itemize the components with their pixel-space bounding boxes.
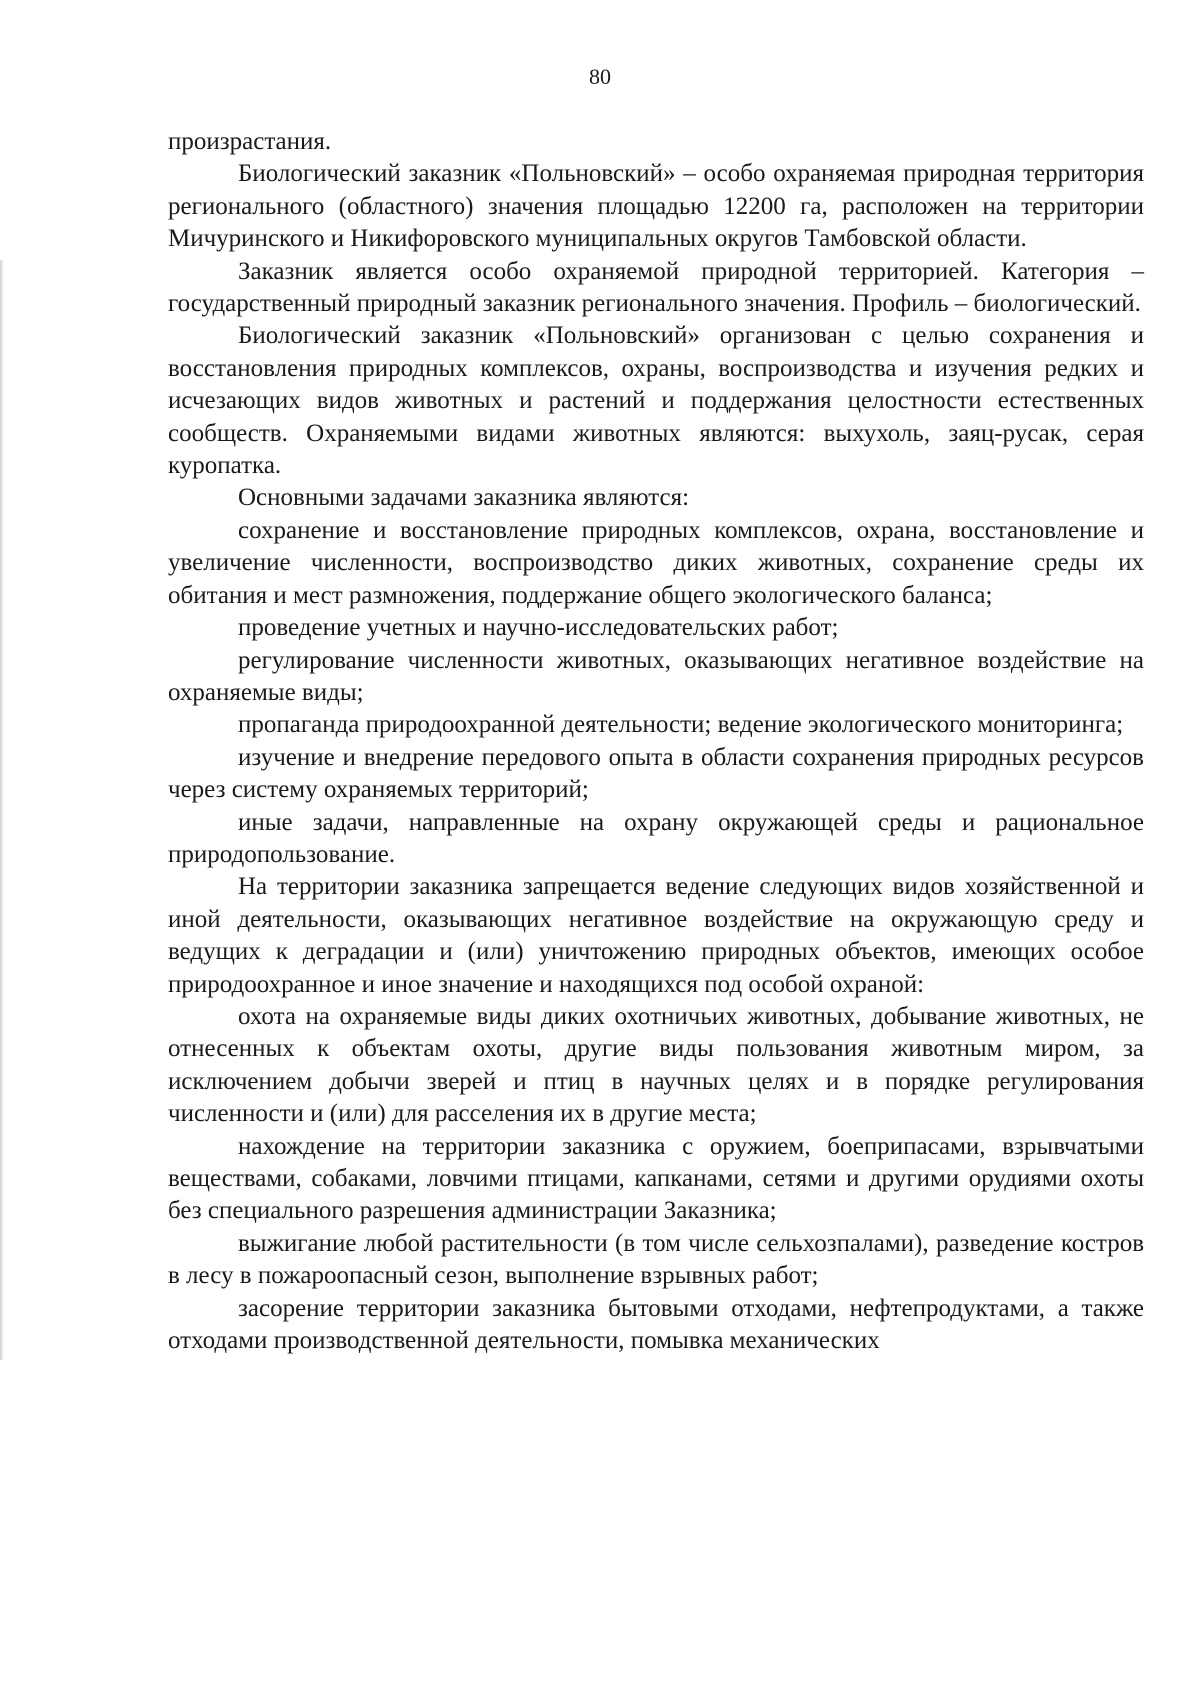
list-item-prohibition: засорение территории заказника бытовыми отходами, нефтепродуктами, а также отходами производственной деятельности, помывка механических [168,1294,1144,1355]
document-body [168,126,1144,1357]
paragraph-reserve-category: Заказник является особо охраняемой природной территорией. Категория – государственный природный заказник регионального значения. Профиль – биологический. [168,257,1144,318]
list-item-task: регулирование численности животных, оказывающих негативное воздействие на охраняемые виды; [168,646,1144,706]
list-item-prohibition: нахождение на территории заказника с оружием, боеприпасами, взрывчатыми веществами, собаками, ловчими птицами, капканами, сетями и другими орудиями охоты без специального разрешения администрации Заказника; [168,1132,1144,1225]
paragraph-continuation: произрастания. [168,128,332,155]
list-item-task: иные задачи, направленные на охрану окружающей среды и рациональное природопользование. [168,808,1144,868]
paragraph-prohibitions-heading: На территории заказника запрещается ведение следующих видов хозяйственной и иной деятельности, оказывающих негативное воздействие на окружающую среду и ведущих к деградации и (или) уничтожению природных объектов, имеющих особое природоохранное и иное значение и находящихся под особой охраной: [168,873,1144,998]
list-item-task: сохранение и восстановление природных комплексов, охрана, восстановление и увеличение численности, воспроизводство диких животных, сохранение среды их обитания и мест размножения, поддержание общего экологического баланса; [168,516,1144,609]
list-item-task: проведение учетных и научно-исследовательских работ; [238,614,839,642]
scan-edge-shadow [0,260,4,1360]
page-number: 80 [589,64,611,89]
list-item-task: изучение и внедрение передового опыта в области сохранения природных ресурсов через систему охраняемых территорий; [168,743,1144,804]
paragraph-reserve-purpose: Биологический заказник «Польновский» организован с целью сохранения и восстановления природных комплексов, охраны, воспроизводства и изучения редких и исчезающих видов животных и растений и поддержания целостности естественных сообществ. Охраняемыми видами животных являются: выхухоль, заяц-русак, серая куропатка. [168,322,1144,480]
paragraph-reserve-description: Биологический заказник «Польновский» – особо охраняемая природная территория регионального (областного) значения площадью 12200 га, расположен на территории Мичуринского и Никифоровского муниципальных округов Тамбовской области. [168,160,1144,253]
list-item-prohibition: охота на охраняемые виды диких охотничьих животных, добывание животных, не отнесенных к объектам охоты, другие виды пользования животным миром, за исключением добычи зверей и птиц в научных целях и в порядке регулирования численности и (или) для расселения их в другие места; [168,1002,1144,1128]
list-item-task: пропаганда природоохранной деятельности; ведение экологического мониторинга; [238,711,1124,739]
list-item-prohibition: выжигание любой растительности (в том числе сельхозпалами), разведение костров в лесу в пожароопасный сезон, выполнение взрывных работ; [168,1229,1144,1290]
paragraph-tasks-heading: Основными задачами заказника являются: [238,484,690,512]
